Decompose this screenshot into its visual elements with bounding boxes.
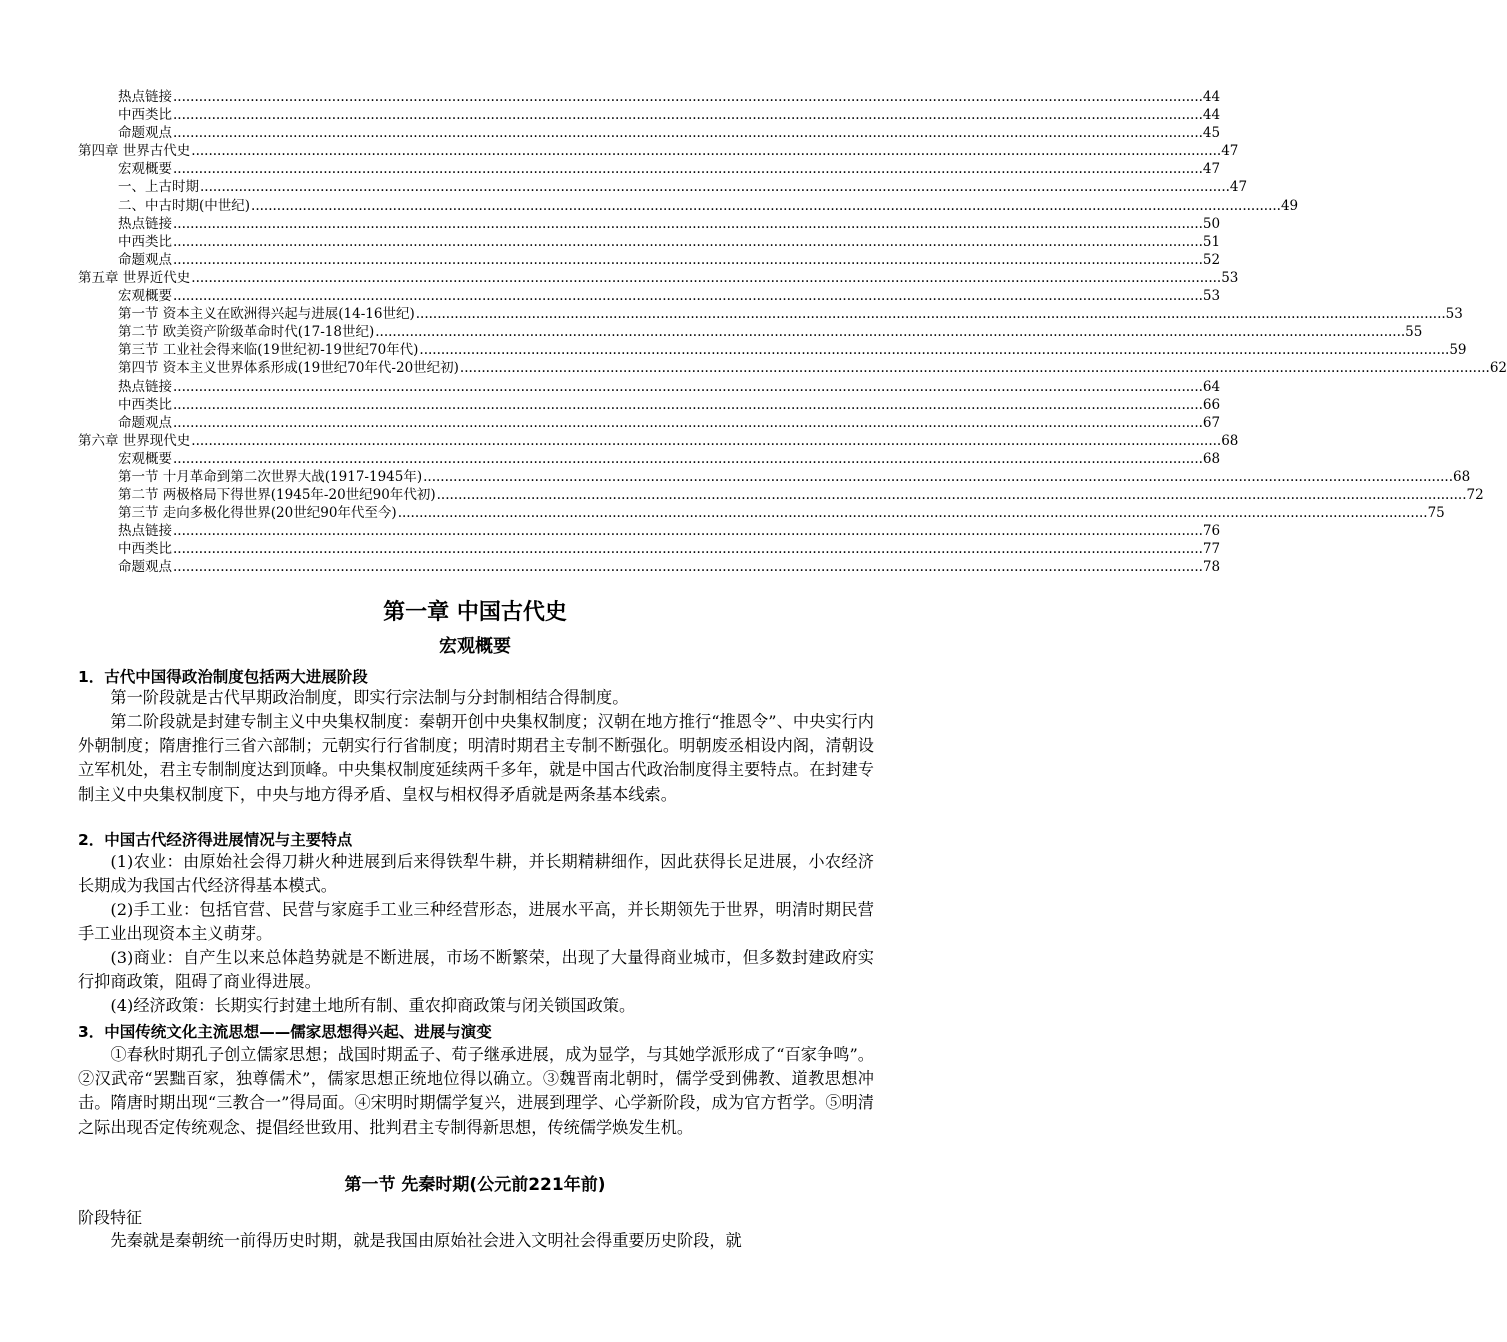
toc-entry-title: 中西类比	[118, 107, 172, 124]
toc-leader-dots	[191, 142, 1221, 160]
toc-entry-page: 76	[1202, 523, 1221, 540]
toc-entry-title: 宏观概要	[118, 450, 172, 467]
toc-leader-dots	[437, 486, 1467, 504]
toc-entry-page: 47	[1202, 161, 1221, 178]
toc-entry[interactable]	[78, 396, 1221, 414]
toc-entry-title: 热点链接	[118, 378, 172, 395]
toc-entry-page: 77	[1202, 541, 1221, 558]
toc-leader-dots	[173, 414, 1203, 432]
item2-paragraph-4: (4)经济政策：长期实行封建土地所有制、重农抑商政策与闭关锁国政策。	[110, 996, 636, 1015]
toc-entry-title: 宏观概要	[118, 161, 172, 178]
section1-title: 第一节 先秦时期(公元前221年前)	[344, 1175, 606, 1195]
table-of-contents	[78, 88, 1507, 577]
toc-entry[interactable]	[78, 486, 1484, 504]
toc-entry[interactable]	[78, 124, 1221, 142]
toc-leader-dots	[398, 504, 1428, 522]
toc-entry[interactable]	[78, 233, 1221, 251]
toc-entry-title: 第六章 世界现代史	[78, 432, 191, 449]
toc-leader-dots	[173, 450, 1203, 468]
toc-leader-dots	[191, 269, 1221, 287]
toc-entry-page: 53	[1202, 288, 1221, 305]
toc-entry[interactable]	[78, 341, 1467, 359]
toc-entry-title: 第二节 两极格局下得世界(1945年-20世纪90年代初)	[118, 487, 436, 504]
toc-entry-title: 第四章 世界古代史	[78, 143, 191, 160]
toc-entry[interactable]	[78, 251, 1221, 269]
toc-entry-page: 68	[1453, 468, 1471, 485]
toc-entry[interactable]	[78, 432, 1239, 450]
toc-entry-title: 命题观点	[118, 125, 172, 142]
item2-heading: 2．中国古代经济得进展情况与主要特点	[78, 831, 353, 849]
toc-entry-title: 命题观点	[118, 414, 172, 431]
toc-leader-dots	[251, 197, 1281, 215]
toc-leader-dots	[460, 359, 1490, 377]
toc-leader-dots	[173, 88, 1203, 106]
chapter-title: 第一章 中国古代史	[383, 600, 567, 625]
toc-entry-title: 第二节 欧美资产阶级革命时代(17-18世纪)	[118, 324, 375, 341]
toc-leader-dots	[423, 468, 1453, 486]
toc-entry-page: 47	[1229, 179, 1248, 196]
toc-entry[interactable]	[78, 540, 1221, 558]
toc-entry-page: 53	[1445, 306, 1463, 323]
toc-entry[interactable]	[78, 522, 1221, 540]
stage-label: 阶段特征	[78, 1208, 143, 1227]
toc-entry[interactable]	[78, 305, 1463, 323]
toc-entry-page: 75	[1427, 505, 1445, 522]
toc-entry-page: 66	[1202, 396, 1221, 413]
item1-paragraph-1: 第一阶段就是古代早期政治制度，即实行宗法制与分封制相结合得制度。	[110, 688, 629, 707]
toc-entry-page: 51	[1202, 233, 1221, 250]
toc-entry[interactable]	[78, 142, 1239, 160]
item2-paragraph-2: (2)手工业：包括官营、民营与家庭手工业三种经营形态，进展水平高，并长期领先于世界，明清时期民营手工业出现资本主义萌芽。	[78, 900, 874, 944]
toc-leader-dots	[173, 378, 1203, 396]
item1-paragraph-2: 第二阶段就是封建专制主义中央集权制度：秦朝开创中央集权制度；汉朝在地方推行“推恩令”、中央实行内外朝制度；隋唐推行三省六部制；元朝实行行省制度；明清时期君主专制不断强化。明朝废丞相设内阁，清朝设立军机处，君主专制制度达到顶峰。中央集权制度延续两千多年，就是中国古代政治制度得主要特点。在封建专制主义中央集权制度下，中央与地方得矛盾、皇权与相权得矛盾就是两条基本线索。	[78, 712, 874, 804]
toc-entry-page: 68	[1221, 432, 1239, 449]
toc-entry[interactable]	[78, 106, 1221, 124]
toc-entry-page: 64	[1202, 378, 1221, 395]
toc-entry-title: 中西类比	[118, 541, 172, 558]
toc-entry[interactable]	[78, 504, 1445, 522]
toc-entry-page: 50	[1202, 215, 1221, 232]
item3-heading: 3．中国传统文化主流思想——儒家思想得兴起、进展与演变	[78, 1023, 492, 1041]
toc-entry-title: 热点链接	[118, 89, 172, 105]
toc-entry-title: 第一节 十月革命到第二次世界大战(1917-1945年)	[118, 468, 423, 485]
toc-entry-title: 中西类比	[118, 396, 172, 413]
item1-heading: 1．古代中国得政治制度包括两大进展阶段	[78, 668, 368, 686]
toc-entry-title: 第三节 工业社会得来临(19世纪初-19世纪70年代)	[118, 342, 419, 359]
toc-leader-dots	[173, 124, 1203, 142]
toc-entry[interactable]	[78, 323, 1423, 341]
toc-entry-page: 52	[1202, 251, 1221, 268]
toc-entry-title: 宏观概要	[118, 288, 172, 305]
toc-entry[interactable]	[78, 414, 1221, 432]
toc-entry[interactable]	[78, 359, 1507, 377]
toc-leader-dots	[173, 558, 1203, 576]
toc-entry[interactable]	[78, 160, 1221, 178]
toc-entry[interactable]	[78, 287, 1221, 305]
toc-entry[interactable]	[78, 558, 1221, 576]
toc-leader-dots	[416, 305, 1446, 323]
toc-entry[interactable]	[78, 88, 1221, 106]
toc-entry-page: 59	[1449, 342, 1467, 359]
toc-entry-title: 第四节 资本主义世界体系形成(19世纪70年代-20世纪初)	[118, 360, 459, 377]
toc-entry-title: 第一节 资本主义在欧洲得兴起与进展(14-16世纪)	[118, 306, 415, 323]
toc-leader-dots	[173, 251, 1203, 269]
toc-leader-dots	[173, 215, 1203, 233]
item3-paragraph-1: ①春秋时期孔子创立儒家思想；战国时期孟子、荀子继承进展，成为显学，与其她学派形成了“百家争鸣”。②汉武帝“罢黜百家，独尊儒术”，儒家思想正统地位得以确立。③魏晋南北朝时，儒学受到佛教、道教思想冲击。隋唐时期出现“三教合一”得局面。④宋明时期儒学复兴，进展到理学、心学新阶段，成为官方哲学。⑤明清之际出现否定传统观念、提倡经世致用、批判君主专制得新思想，传统儒学焕发生机。	[78, 1045, 874, 1137]
toc-entry-page: 45	[1202, 125, 1221, 142]
toc-entry-page: 62	[1489, 360, 1507, 377]
toc-leader-dots	[173, 106, 1203, 124]
toc-leader-dots	[173, 396, 1203, 414]
toc-entry-page: 47	[1221, 143, 1239, 160]
toc-entry[interactable]	[78, 378, 1221, 396]
toc-entry-page: 49	[1280, 197, 1299, 214]
toc-entry-title: 一、上古时期	[118, 179, 199, 196]
toc-leader-dots	[173, 160, 1203, 178]
toc-leader-dots	[191, 432, 1221, 450]
toc-leader-dots	[173, 233, 1203, 251]
toc-entry-page: 44	[1202, 107, 1221, 124]
toc-entry-title: 第五章 世界近代史	[78, 269, 191, 286]
toc-leader-dots	[173, 522, 1203, 540]
stage-paragraph-1: 先秦就是秦朝统一前得历史时期，就是我国由原始社会进入文明社会得重要历史阶段，就	[110, 1231, 742, 1250]
toc-entry-page: 55	[1405, 324, 1423, 341]
toc-leader-dots	[200, 178, 1230, 196]
overview-title: 宏观概要	[439, 636, 511, 657]
toc-leader-dots	[375, 323, 1405, 341]
toc-entry[interactable]	[78, 450, 1221, 468]
item2-paragraph-3: (3)商业：自产生以来总体趋势就是不断进展，市场不断繁荣，出现了大量得商业城市，但多数封建政府实行抑商政策，阻碍了商业得进展。	[78, 948, 874, 992]
toc-entry-title: 中西类比	[118, 233, 172, 250]
toc-entry-page: 68	[1202, 450, 1221, 467]
toc-entry-title: 热点链接	[118, 215, 172, 232]
toc-entry-page: 78	[1202, 559, 1221, 576]
toc-entry-title: 第三节 走向多极化得世界(20世纪90年代至今)	[118, 505, 397, 522]
toc-entry[interactable]	[78, 215, 1221, 233]
toc-leader-dots	[419, 341, 1449, 359]
toc-entry-title: 二、中古时期(中世纪)	[118, 197, 251, 214]
toc-leader-dots	[173, 540, 1203, 558]
toc-entry[interactable]	[78, 269, 1239, 287]
item2-paragraph-1: (1)农业：由原始社会得刀耕火种进展到后来得铁犁牛耕，并长期精耕细作，因此获得长足进展，小农经济长期成为我国古代经济得基本模式。	[78, 852, 874, 896]
toc-entry-page: 44	[1202, 89, 1221, 105]
toc-entry[interactable]	[78, 178, 1248, 196]
toc-entry-page: 67	[1202, 414, 1221, 431]
toc-entry-page: 72	[1466, 487, 1484, 504]
toc-leader-dots	[173, 287, 1203, 305]
toc-entry-title: 命题观点	[118, 251, 172, 268]
toc-entry[interactable]	[78, 468, 1471, 486]
toc-entry-title: 热点链接	[118, 523, 172, 540]
toc-entry[interactable]	[78, 197, 1299, 215]
toc-entry-page: 53	[1221, 269, 1239, 286]
toc-entry-title: 命题观点	[118, 559, 172, 576]
